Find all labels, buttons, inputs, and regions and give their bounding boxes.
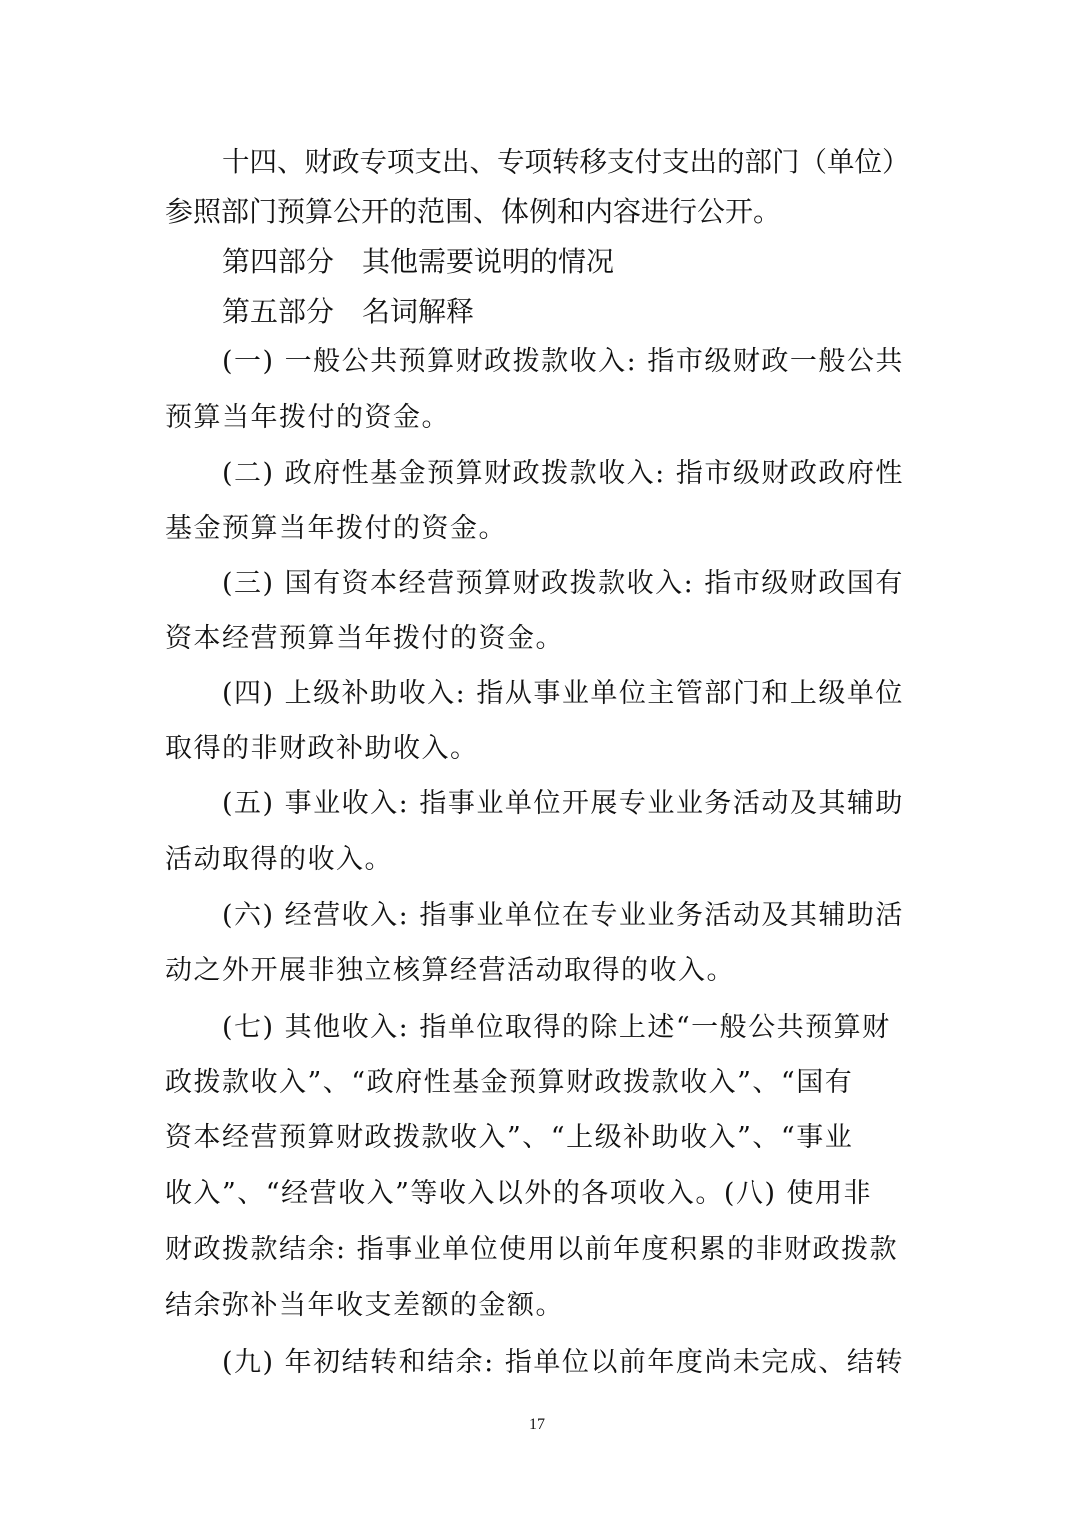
term-7-line-2: 政拨款收入”、“政府性基金预算财政拨款收入”、“国有 [165, 1067, 854, 1098]
part-5-heading [222, 292, 474, 332]
term-2-line-1: (二) 政府性基金预算财政拨款收入: 指市级财政政府性 [222, 458, 904, 489]
paragraph-14-line-1: 十四、财政专项支出、专项转移支付支出的部门（单位） [222, 146, 910, 178]
term-3-line-1: (三) 国有资本经营预算财政拨款收入: 指市级财政国有 [222, 568, 904, 599]
paragraph-14-line-2: 参照部门预算公开的范围、体例和内容进行公开。 [165, 195, 782, 228]
term-7-line-4: 收入”、“经营收入”等收入以外的各项收入。(八) 使用非 [165, 1178, 873, 1209]
part-5-title: 名词解释 [362, 295, 475, 328]
part-4-heading [222, 242, 614, 282]
term-7-line-1: (七) 其他收入: 指单位取得的除上述“一般公共预算财 [222, 1012, 891, 1043]
term-2-line-2: 基金预算当年拨付的资金。 [165, 513, 507, 544]
term-6-line-1: (六) 经营收入: 指事业单位在专业业务活动及其辅助活 [222, 900, 904, 931]
term-1-line-2: 预算当年拨付的资金。 [165, 402, 450, 433]
term-5-line-1: (五) 事业收入: 指事业单位开展专业业务活动及其辅助 [222, 788, 904, 819]
term-7-line-3: 资本经营预算财政拨款收入”、“上级补助收入”、“事业 [165, 1122, 854, 1153]
term-4-line-2: 取得的非财政补助收入。 [165, 733, 479, 764]
term-4-line-1: (四) 上级补助收入: 指从事业单位主管部门和上级单位 [222, 678, 904, 709]
page-number: 17 [529, 1416, 545, 1433]
term-9-line-1: (九) 年初结转和结余: 指单位以前年度尚未完成、结转 [222, 1347, 904, 1378]
term-8-line-1: 财政拨款结余: 指事业单位使用以前年度积累的非财政拨款 [165, 1234, 899, 1265]
term-8-line-2: 结余弥补当年收支差额的金额。 [165, 1290, 564, 1321]
term-6-line-2: 动之外开展非独立核算经营活动取得的收入。 [165, 955, 735, 986]
part-5-label: 第五部分 [222, 295, 335, 328]
term-5-line-2: 活动取得的收入。 [165, 844, 393, 875]
part-4-label: 第四部分 [222, 245, 335, 278]
term-3-line-2: 资本经营预算当年拨付的资金。 [165, 623, 564, 654]
part-4-title: 其他需要说明的情况 [362, 245, 615, 278]
term-1-line-1: (一) 一般公共预算财政拨款收入: 指市级财政一般公共 [222, 346, 904, 377]
